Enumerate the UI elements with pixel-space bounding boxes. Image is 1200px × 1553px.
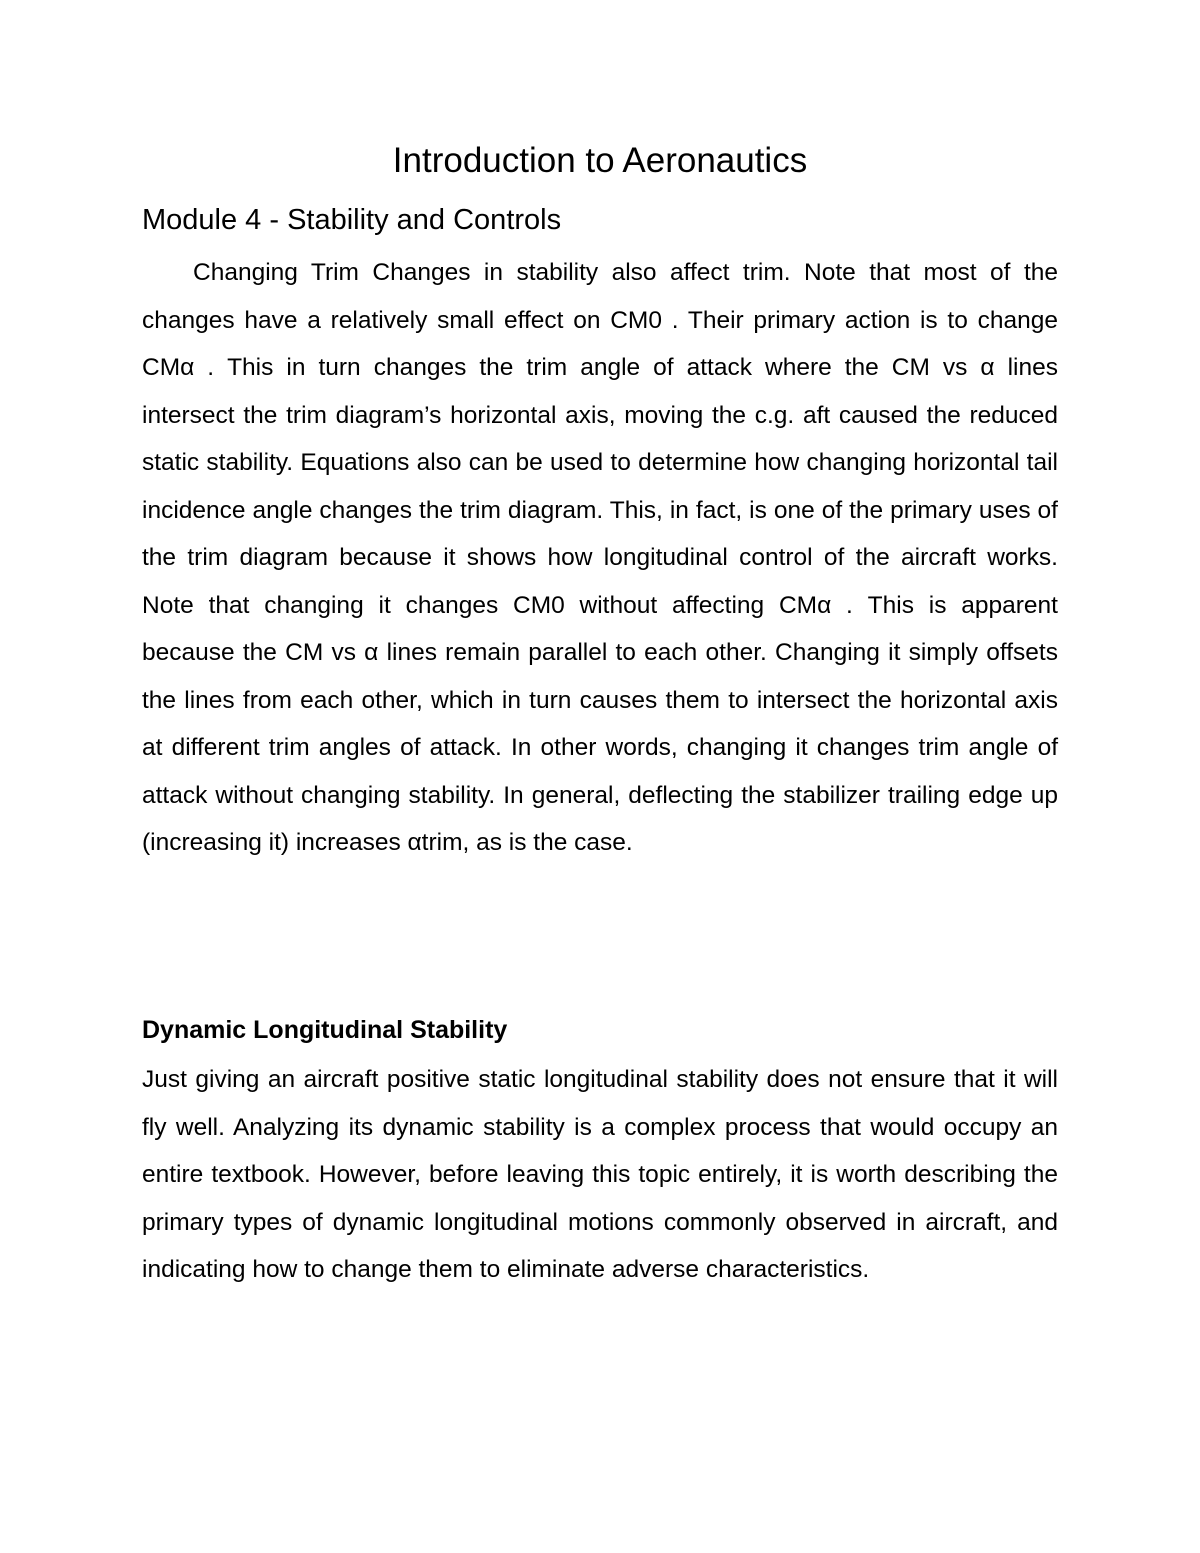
paragraph-changing-trim: Changing Trim Changes in stability also affect trim. Note that most of the changes have a relatively small effect on CM0 . Their primary action is to change CMα . This in turn changes the trim angle of attack where the CM vs α lines intersect the trim diagram’s horizontal axis, moving the c.g. aft caused the reduced static stability. Equations also can be used to determine how changing horizontal tail incidence angle changes the trim diagram. This, in fact, is one of the primary uses of the trim diagram because it shows how longitudinal control of the aircraft works. Note that changing it changes CM0 without affecting CMα . This is apparent because the CM vs α lines remain parallel to each other. Changing it simply offsets the lines from each other, which in turn causes them to intersect the horizontal axis at different trim angles of attack. In other words, changing it changes trim angle of attack without changing stability. In general, deflecting the stabilizer trailing edge up (increasing it) increases αtrim, as is the case. bbox=[142, 259, 1058, 856]
paragraph-dynamic-stability: Just giving an aircraft positive static longitudinal stability does not ensure that it will fly well. Analyzing its dynamic stability is a complex process that would occupy an entire textbook. However, before leaving this topic entirely, it is worth describing the primary types of dynamic longitudinal motions commonly observed in aircraft, and indicating how to change them to eliminate adverse characteristics. bbox=[142, 1066, 1058, 1283]
module-title: Module 4 - Stability and Controls bbox=[142, 204, 562, 236]
section-heading-dynamic-stability: Dynamic Longitudinal Stability bbox=[142, 1016, 508, 1044]
document-title: Introduction to Aeronautics bbox=[392, 141, 808, 180]
